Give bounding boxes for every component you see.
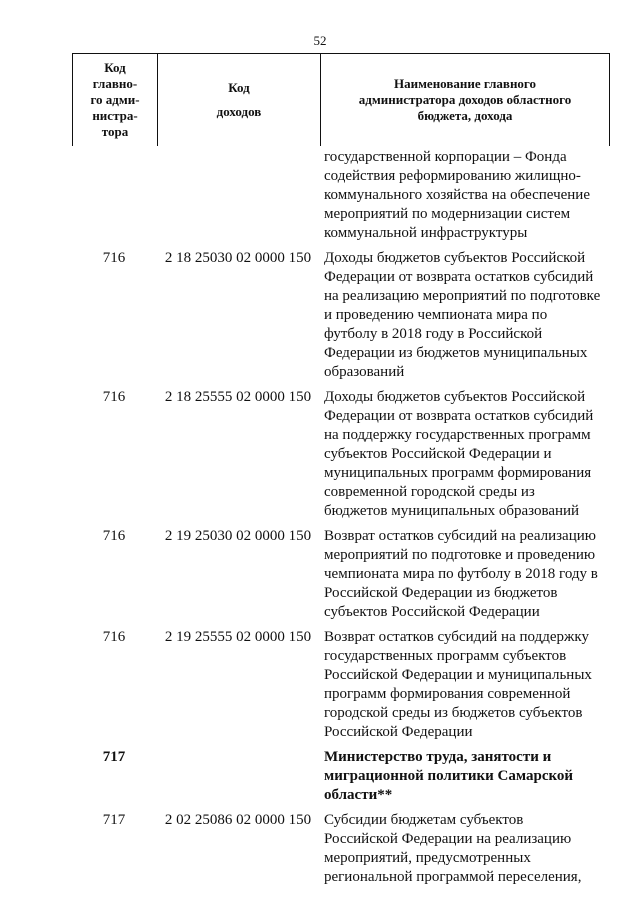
description-line: современной городской среды из	[324, 484, 535, 500]
description-cell	[320, 811, 608, 887]
description-line: Возврат остатков субсидий на реализацию	[324, 528, 596, 544]
description-line: Федерации от возврата остатков субсидий	[324, 269, 594, 285]
income-code-cell: 2 19 25555 02 0000 150	[164, 629, 312, 645]
description-line: муниципальных программ формирования	[324, 465, 592, 481]
table-header	[72, 53, 610, 146]
description-line: Российской Федерации на реализацию	[324, 831, 572, 847]
description-line: Российской Федерации из бюджетов	[324, 585, 558, 601]
header-col1-line: нистра-	[92, 108, 138, 123]
description-line: Министерство труда, занятости и	[324, 749, 552, 765]
description-line: мероприятий, предусмотренных	[324, 850, 531, 866]
description-cell	[320, 527, 608, 622]
description-line: государственных программ субъектов	[324, 648, 567, 664]
description-cell	[320, 249, 608, 382]
table-row	[72, 249, 608, 382]
description-line: коммунального хозяйства на обеспечение	[324, 187, 590, 203]
table-row	[72, 527, 608, 622]
description-line: мероприятий по модернизации систем	[324, 206, 571, 222]
header-col2-line: Код	[228, 80, 250, 95]
page-number: 52	[313, 33, 327, 48]
income-code-cell: 2 18 25030 02 0000 150	[164, 250, 312, 266]
header-col2-line: доходов	[216, 104, 262, 119]
admin-code-cell: 716	[102, 389, 126, 405]
description-line: и проведению чемпионата мира по	[324, 307, 548, 323]
description-line: субъектов Российской Федерации и	[324, 446, 552, 462]
description-line: программ формирования современной	[324, 686, 571, 702]
header-col3-line: Наименование главного	[393, 76, 537, 91]
admin-code-cell: 716	[102, 629, 126, 645]
income-code-cell: 2 18 25555 02 0000 150	[164, 389, 312, 405]
description-line: области**	[324, 787, 393, 803]
table-row	[72, 748, 608, 805]
description-line: городской среды из бюджетов субъектов	[324, 705, 583, 721]
description-line: субъектов Российской Федерации	[324, 604, 540, 620]
header-col3-line: администратора доходов областного	[358, 92, 572, 107]
header-col3-line: бюджета, дохода	[417, 108, 513, 123]
description-line: содействия реформированию жилищно-	[324, 168, 581, 184]
description-line: Федерации от возврата остатков субсидий	[324, 408, 594, 424]
description-line: Российской Федерации	[324, 724, 473, 740]
description-line: Доходы бюджетов субъектов Российской	[324, 389, 586, 405]
header-admin-code	[73, 54, 158, 147]
description-line: государственной корпорации – Фонда	[324, 149, 567, 165]
admin-code-cell: 717	[102, 749, 126, 765]
table-row	[72, 628, 608, 742]
description-line: Доходы бюджетов субъектов Российской	[324, 250, 586, 266]
description-cell	[320, 748, 608, 805]
header-col1-line: Код	[104, 60, 126, 75]
table-body	[72, 148, 608, 887]
admin-code-cell: 717	[102, 812, 126, 828]
income-code-cell: 2 02 25086 02 0000 150	[164, 812, 312, 828]
description-line: образований	[324, 364, 405, 380]
table-row	[72, 811, 608, 887]
header-col1-line: главно-	[92, 76, 138, 91]
description-line: чемпионата мира по футболу в 2018 году в	[324, 566, 598, 582]
description-line: миграционной политики Самарской	[324, 768, 574, 784]
description-cell	[320, 148, 608, 243]
description-cell	[320, 388, 608, 521]
admin-code-cell: 716	[102, 528, 126, 544]
header-col1-line: тора	[101, 124, 129, 139]
admin-code-cell: 716	[102, 250, 126, 266]
description-line: Федерации из бюджетов муниципальных	[324, 345, 588, 361]
description-line: Возврат остатков субсидий на поддержку	[324, 629, 589, 645]
description-cell	[320, 628, 608, 742]
income-code-cell: 2 19 25030 02 0000 150	[164, 528, 312, 544]
description-line: на реализацию мероприятий по подготовке	[324, 288, 601, 304]
description-line: региональной программой переселения,	[324, 869, 582, 885]
header-income-code	[158, 54, 321, 147]
header-col1-line: го адми-	[90, 92, 140, 107]
description-line: Субсидии бюджетам субъектов	[324, 812, 524, 828]
description-line: на поддержку государственных программ	[324, 427, 591, 443]
table-row	[72, 388, 608, 521]
description-line: футболу в 2018 году в Российской	[324, 326, 543, 342]
header-name	[321, 54, 610, 147]
description-line: бюджетов муниципальных образований	[324, 503, 580, 519]
table-row	[72, 148, 608, 243]
description-line: Российской Федерации и муниципальных	[324, 667, 592, 683]
description-line: коммунальной инфраструктуры	[324, 225, 528, 241]
description-line: мероприятий по подготовке и проведению	[324, 547, 596, 563]
